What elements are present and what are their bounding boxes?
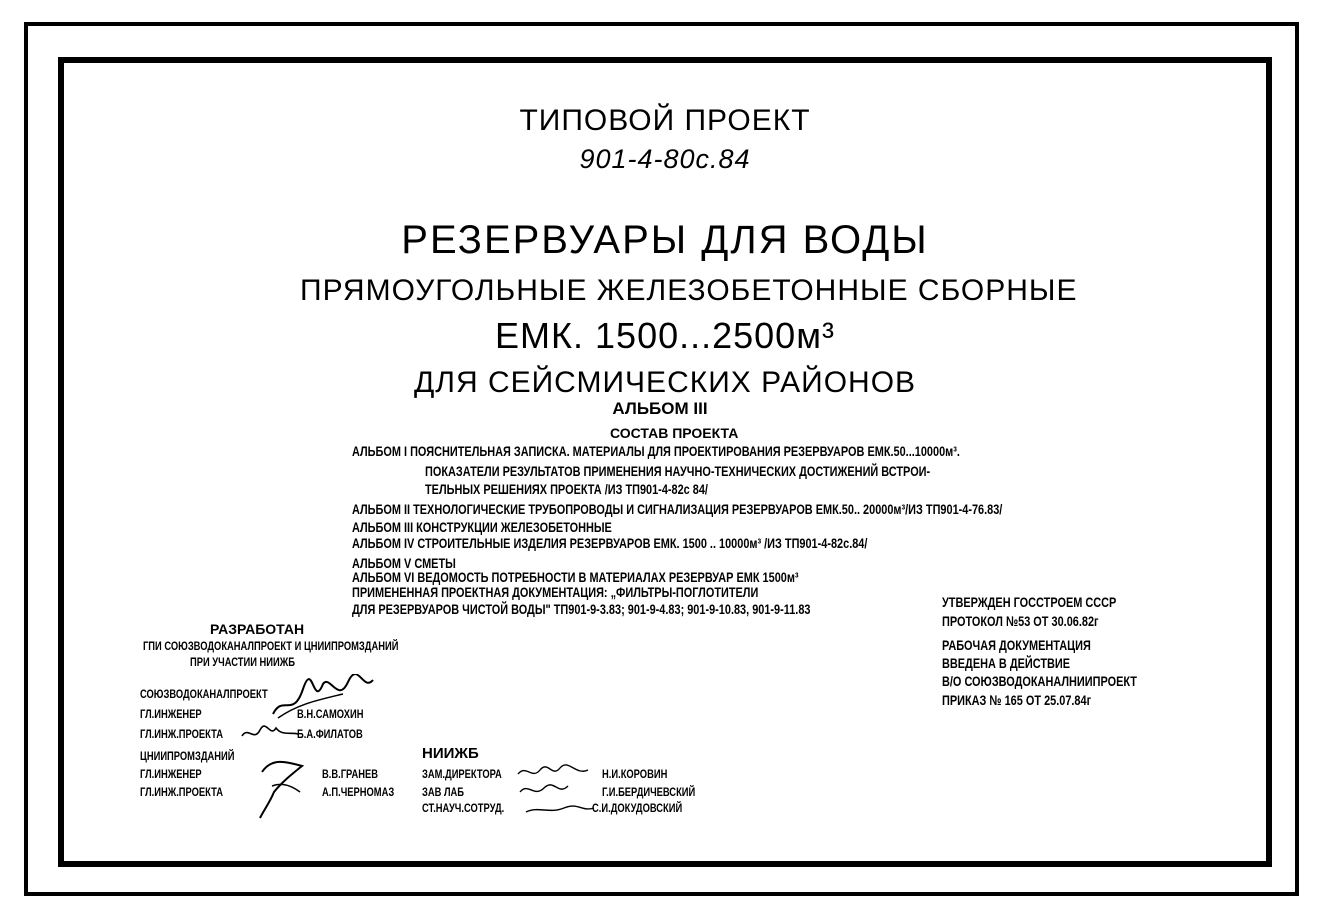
composition-line: АЛЬБОМ VI ВЕДОМОСТЬ ПОТРЕБНОСТИ В МАТЕРИАЛАХ РЕЗЕРВУАР ЕМК 1500м³: [352, 569, 799, 585]
composition-line: АЛЬБОМ III КОНСТРУКЦИИ ЖЕЛЕЗОБЕТОННЫЕ: [352, 519, 612, 535]
signature-name: Н.И.КОРОВИН: [602, 767, 668, 781]
signature-org: СОЮЗВОДОКАНАЛПРОЕКТ: [140, 687, 268, 701]
composition-line: АЛЬБОМ V СМЕТЫ: [352, 555, 456, 571]
signature-role: ЗАВ ЛАБ: [422, 785, 465, 799]
approval-line: ВВЕДЕНА В ДЕЙСТВИЕ: [942, 655, 1071, 671]
inner-frame: [58, 57, 1272, 867]
signature-name: Г.И.БЕРДИЧЕВСКИЙ: [602, 785, 696, 799]
approval-line: ПРИКАЗ № 165 ОТ 25.07.84г: [942, 692, 1092, 708]
approval-line: В/О СОЮЗВОДОКАНАЛНИИПРОЕКТ: [942, 673, 1137, 689]
approval-line: РАБОЧАЯ ДОКУМЕНТАЦИЯ: [942, 637, 1091, 653]
composition-line: АЛЬБОМ IV СТРОИТЕЛЬНЫЕ ИЗДЕЛИЯ РЕЗЕРВУАРОВ ЕМК. 1500 .. 10000м³ /ИЗ ТП901-4-82с.84/: [352, 535, 868, 551]
composition-line: ДЛЯ РЕЗЕРВУАРОВ ЧИСТОЙ ВОДЫ" ТП901-9-3.83; 901-9-4.83; 901-9-10.83, 901-9-11.83: [352, 601, 811, 617]
composition-line: ПРИМЕНЕННАЯ ПРОЕКТНАЯ ДОКУМЕНТАЦИЯ: „ФИЛЬТРЫ-ПОГЛОТИТЕЛИ: [352, 584, 759, 600]
page-title: РЕЗЕРВУАРЫ ДЛЯ ВОДЫ: [401, 218, 929, 262]
approval-line: ПРОТОКОЛ №53 ОТ 30.06.82г: [942, 613, 1099, 629]
capacity-label: ЕМК. 1500...2500м³: [495, 315, 835, 356]
signature-name: А.П.ЧЕРНОМАЗ: [322, 785, 395, 799]
composition-heading: СОСТАВ ПРОЕКТА: [610, 425, 739, 441]
signature-role: ГЛ.ИНЖ.ПРОЕКТА: [140, 785, 223, 799]
signature-name: В.Н.САМОХИН: [297, 707, 364, 721]
signature-org: ЦНИИПРОМЗДАНИЙ: [140, 749, 235, 763]
region-label: ДЛЯ СЕЙСМИЧЕСКИХ РАЙОНОВ: [413, 366, 917, 399]
composition-line: ТЕЛЬНЫХ РЕШЕНИЯХ ПРОЕКТА /ИЗ ТП901-4-82с 84/: [425, 481, 708, 497]
album-label: АЛЬБОМ III: [612, 399, 708, 418]
signature-role: ГЛ.ИНЖЕНЕР: [140, 707, 202, 721]
project-number: 901-4-80с.84: [579, 144, 751, 174]
signature-scribble: [240, 722, 300, 744]
signature-name: Б.А.ФИЛАТОВ: [297, 727, 363, 741]
developed-org: ГПИ СОЮЗВОДОКАНАЛПРОЕКТ И ЦНИИПРОМЗДАНИЙ: [143, 639, 399, 653]
composition-line: АЛЬБОМ II ТЕХНОЛОГИЧЕСКИЕ ТРУБОПРОВОДЫ И СИГНАЛИЗАЦИЯ РЕЗЕРВУАРОВ ЕМК.50.. 20000м³/ИЗ ТП901-4-76.83/: [352, 501, 1003, 517]
developed-label: РАЗРАБОТАН: [210, 621, 305, 637]
signature-role: ЗАМ.ДИРЕКТОРА: [422, 767, 502, 781]
developed-participant: ПРИ УЧАСТИИ НИИЖБ: [190, 655, 295, 669]
approval-line: УТВЕРЖДЕН ГОССТРОЕМ СССР: [942, 594, 1117, 610]
signature-role: ГЛ.ИНЖ.ПРОЕКТА: [140, 727, 223, 741]
signature-scribble: [252, 752, 316, 822]
signature-name: С.И.ДОКУДОВСКИЙ: [592, 801, 683, 815]
signature-role: СТ.НАУЧ.СОТРУД.: [422, 801, 505, 815]
composition-line: АЛЬБОМ I ПОЯСНИТЕЛЬНАЯ ЗАПИСКА. МАТЕРИАЛЫ ДЛЯ ПРОЕКТИРОВАНИЯ РЕЗЕРВУАРОВ ЕМК.50...10000м³.: [352, 443, 960, 459]
signature-scribble: [516, 762, 596, 818]
signature-scribble: [268, 674, 378, 724]
project-type-label: ТИПОВОЙ ПРОЕКТ: [519, 104, 811, 137]
page-subtitle: ПРЯМОУГОЛЬНЫЕ ЖЕЛЕЗОБЕТОННЫЕ СБОРНЫЕ: [300, 274, 1078, 307]
signature-role: ГЛ.ИНЖЕНЕР: [140, 767, 202, 781]
signature-name: В.В.ГРАНЕВ: [322, 767, 378, 781]
composition-line: ПОКАЗАТЕЛИ РЕЗУЛЬТАТОВ ПРИМЕНЕНИЯ НАУЧНО-ТЕХНИЧЕСКИХ ДОСТИЖЕНИЙ ВСТРОИ-: [425, 463, 931, 479]
signature-org: НИИЖБ: [422, 745, 479, 762]
